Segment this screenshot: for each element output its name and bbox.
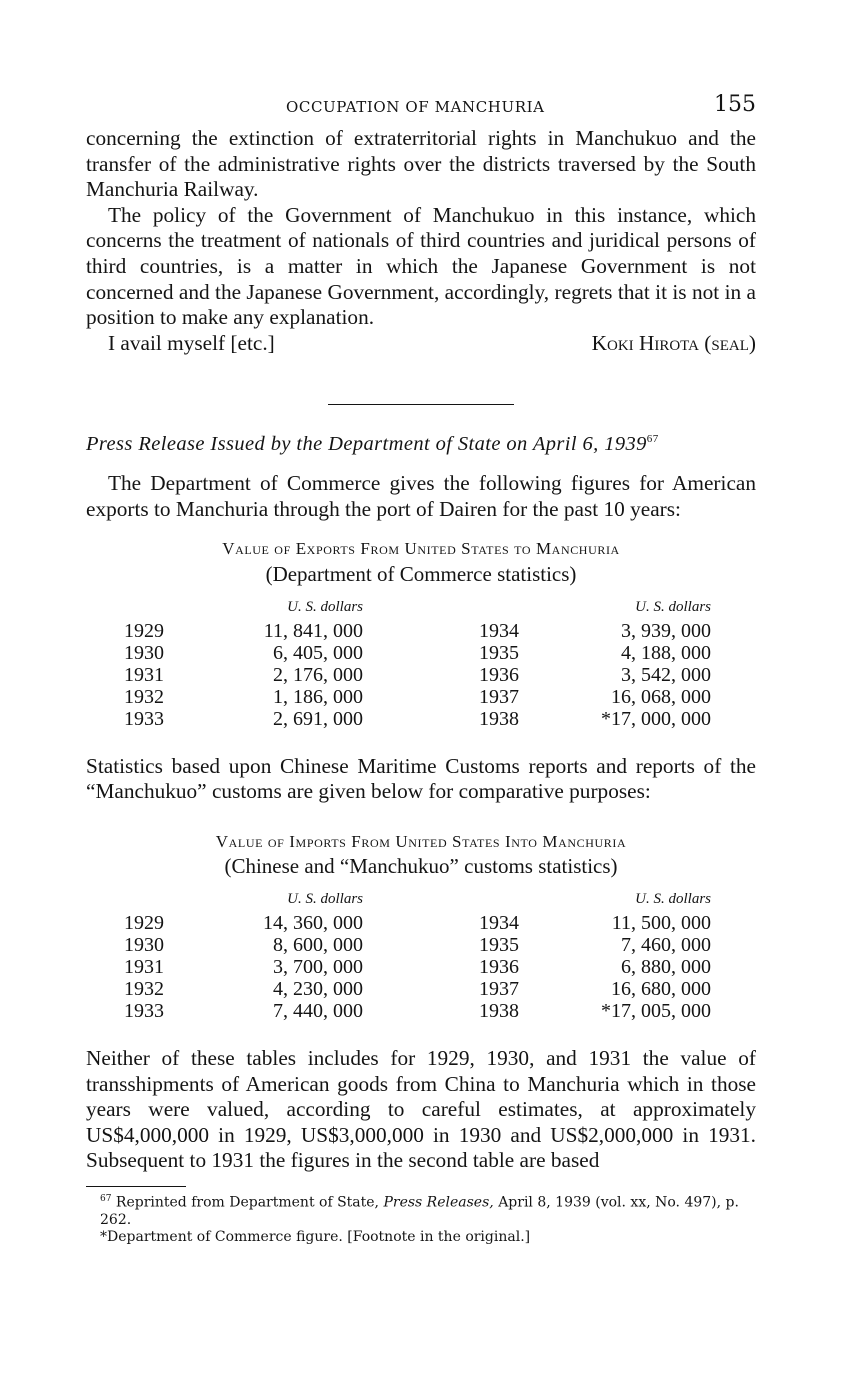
year-cell: 1931	[124, 663, 164, 686]
footnote-star: *Department of Commerce figure. [Footnote in the original.]	[100, 1228, 531, 1245]
year-cell: 1935	[479, 933, 519, 956]
closing-formula: I avail myself [etc.]	[108, 330, 275, 355]
value-cell: *17, 000, 000	[601, 707, 711, 730]
year-cell: 1934	[479, 911, 519, 934]
value-cell: 1, 186, 000	[273, 685, 363, 708]
value-cell: 11, 841, 000	[263, 619, 363, 642]
imports-unit-header-right: U. S. dollars	[635, 890, 711, 907]
year-cell: 1932	[124, 977, 164, 1000]
value-cell: 3, 700, 000	[273, 955, 363, 978]
paragraph-policy: The policy of the Government of Manchukuo in this instance, which concerns the treatment of nationals of third countries and juridical persons of third countries, is a matter in which the Japanese Government is not concerned and the Japanese Government, accordingly, regrets that it is not in a position to make any explanation.	[86, 202, 756, 330]
paragraph-continuation: concerning the extinction of extraterritorial rights in Manchukuo and the transfer of the administrative rights over the districts traversed by the South Manchuria Railway.	[86, 126, 756, 202]
section-divider	[328, 404, 514, 405]
year-cell: 1929	[124, 911, 164, 934]
value-cell: 16, 068, 000	[611, 685, 711, 708]
table-row	[124, 620, 711, 642]
imports-table-block	[86, 829, 756, 1022]
year-cell: 1934	[479, 619, 519, 642]
exports-unit-header-right: U. S. dollars	[635, 598, 711, 615]
year-cell: 1933	[124, 707, 164, 730]
year-cell: 1935	[479, 641, 519, 664]
year-cell: 1933	[124, 999, 164, 1022]
value-cell: 7, 460, 000	[621, 933, 711, 956]
press-release-heading-text: Press Release Issued by the Department of State on April 6, 1939	[86, 432, 647, 455]
exports-table-subtitle: (Department of Commerce statistics)	[265, 561, 577, 586]
value-cell: 8, 600, 000	[273, 933, 363, 956]
value-cell: 3, 939, 000	[621, 619, 711, 642]
year-cell: 1932	[124, 685, 164, 708]
exports-unit-header-left: U. S. dollars	[287, 598, 363, 615]
page-number: 155	[714, 92, 756, 117]
value-cell: *17, 005, 000	[601, 999, 711, 1022]
footnote-marker: 67	[100, 1193, 112, 1204]
value-cell: 14, 360, 000	[263, 911, 363, 934]
value-cell: 2, 691, 000	[273, 707, 363, 730]
running-head-title: OCCUPATION OF MANCHURIA	[286, 98, 545, 116]
table-row	[124, 978, 711, 1000]
document-page	[86, 92, 756, 1246]
footnote-ref-67: 67	[646, 432, 659, 445]
table-row	[124, 708, 711, 730]
value-cell: 6, 405, 000	[273, 641, 363, 664]
footnote-67	[86, 1191, 756, 1229]
exports-table-block	[86, 536, 756, 729]
imports-table	[124, 888, 711, 1022]
value-cell: 6, 880, 000	[621, 955, 711, 978]
value-cell: 11, 500, 000	[611, 911, 711, 934]
value-cell: 4, 188, 000	[621, 641, 711, 664]
year-cell: 1937	[479, 685, 519, 708]
press-release-heading	[86, 427, 756, 457]
footnote-citation: April 8, 1939 (vol. xx, No. 497), p. 262.	[100, 1194, 739, 1228]
year-cell: 1930	[124, 641, 164, 664]
imports-table-subtitle: (Chinese and “Manchukuo” customs statistics)	[224, 854, 618, 879]
value-cell: 16, 680, 000	[611, 977, 711, 1000]
closing-line	[86, 331, 756, 357]
table-row	[124, 642, 711, 664]
paragraph-comparative: Statistics based upon Chinese Maritime Customs reports and reports of the “Manchukuo” customs are given below for comparative purposes:	[86, 753, 756, 804]
footnote-publication: Press Releases,	[383, 1194, 494, 1211]
exports-table-title: Value of Exports From United States to Manchuria	[222, 539, 620, 559]
table-row	[124, 956, 711, 978]
table-row	[124, 686, 711, 708]
imports-unit-header-left: U. S. dollars	[287, 890, 363, 907]
footnote-divider	[86, 1186, 186, 1187]
year-cell: 1938	[479, 999, 519, 1022]
paragraph-transshipments: Neither of these tables includes for 1929, 1930, and 1931 the value of transshipments of American goods from China to Manchuria which in those years were valued, according to careful estimates, at approximately US$4,000,000 in 1929, US$3,000,000 in 1930 and US$2,000,000 in 1931. Subsequent to 1931 the figures in the second table are based	[86, 1045, 756, 1173]
year-cell: 1929	[124, 619, 164, 642]
year-cell: 1937	[479, 977, 519, 1000]
running-head	[86, 92, 756, 126]
year-cell: 1930	[124, 933, 164, 956]
year-cell: 1931	[124, 955, 164, 978]
press-release-intro: The Department of Commerce gives the following figures for American exports to Manchuria through the port of Dairen for the past 10 years:	[86, 471, 756, 521]
year-cell: 1936	[479, 663, 519, 686]
value-cell: 3, 542, 000	[621, 663, 711, 686]
value-cell: 2, 176, 000	[273, 663, 363, 686]
table-row	[124, 934, 711, 956]
exports-table	[124, 596, 711, 730]
imports-table-title: Value of Imports From United States Into Manchuria	[215, 831, 627, 851]
footnote-text: Reprinted from Department of State,	[115, 1194, 380, 1211]
value-cell: 7, 440, 000	[273, 999, 363, 1022]
body-text	[86, 126, 756, 1174]
year-cell: 1938	[479, 707, 519, 730]
footnotes	[86, 1191, 756, 1246]
value-cell: 4, 230, 000	[273, 977, 363, 1000]
table-row	[124, 664, 711, 686]
year-cell: 1936	[479, 955, 519, 978]
signature: Koki Hirota (seal)	[591, 330, 756, 355]
table-row	[124, 1000, 711, 1022]
table-row	[124, 912, 711, 934]
